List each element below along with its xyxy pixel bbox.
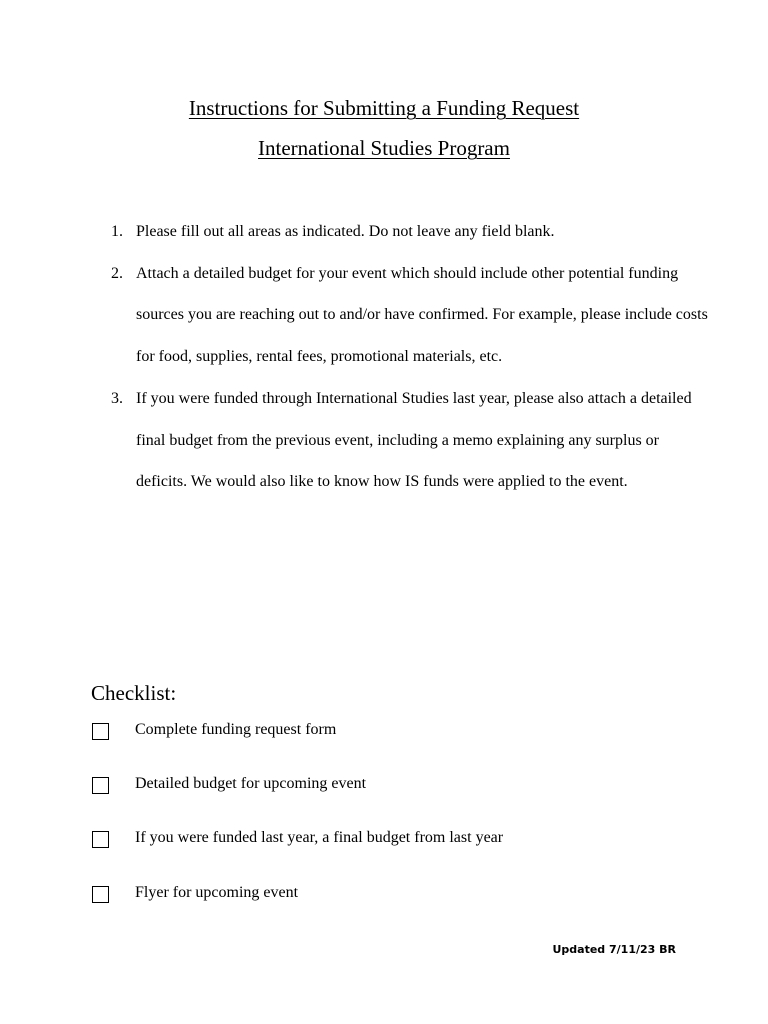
checklist-item [92, 829, 504, 849]
checklist-item-label: Complete funding request form [135, 721, 337, 738]
checklist-heading: Checklist: [91, 681, 177, 705]
checklist-item-label: If you were funded last year, a final budget from last year [135, 829, 504, 846]
checkbox[interactable] [92, 886, 109, 903]
checkbox[interactable] [92, 831, 109, 848]
updated-note: Updated 7/11/23 BR [552, 943, 676, 956]
checklist-item-label: Flyer for upcoming event [135, 884, 299, 901]
instructions-list [108, 211, 708, 503]
instruction-number: 1. [111, 223, 123, 240]
checklist-item [92, 775, 367, 795]
instruction-text: If you were funded through International Studies last year, please also attach a detailed final budget from the previous event, including a memo explaining any surplus or deficits. We would also like to know how IS funds were applied to the event. [136, 389, 692, 491]
checkbox[interactable] [92, 777, 109, 794]
checkbox[interactable] [92, 723, 109, 740]
document-title: Instructions for Submitting a Funding Request [188, 96, 580, 120]
checklist-item-label: Detailed budget for upcoming event [135, 775, 367, 792]
program-name: International Studies Program [258, 136, 510, 160]
instruction-text: Please fill out all areas as indicated. Do not leave any field blank. [136, 223, 555, 240]
checklist-item [92, 884, 299, 904]
instruction-item [108, 253, 708, 378]
instruction-number: 2. [111, 264, 123, 282]
instruction-number: 3. [111, 389, 123, 407]
instruction-item [108, 211, 708, 253]
checklist-item [92, 721, 337, 741]
instruction-item [108, 378, 708, 503]
instruction-text: Attach a detailed budget for your event which should include other potential funding sources you are reaching out to and/or have confirmed. For example, please include costs for food, supplies, rental fees, promotional materials, etc. [136, 264, 708, 366]
